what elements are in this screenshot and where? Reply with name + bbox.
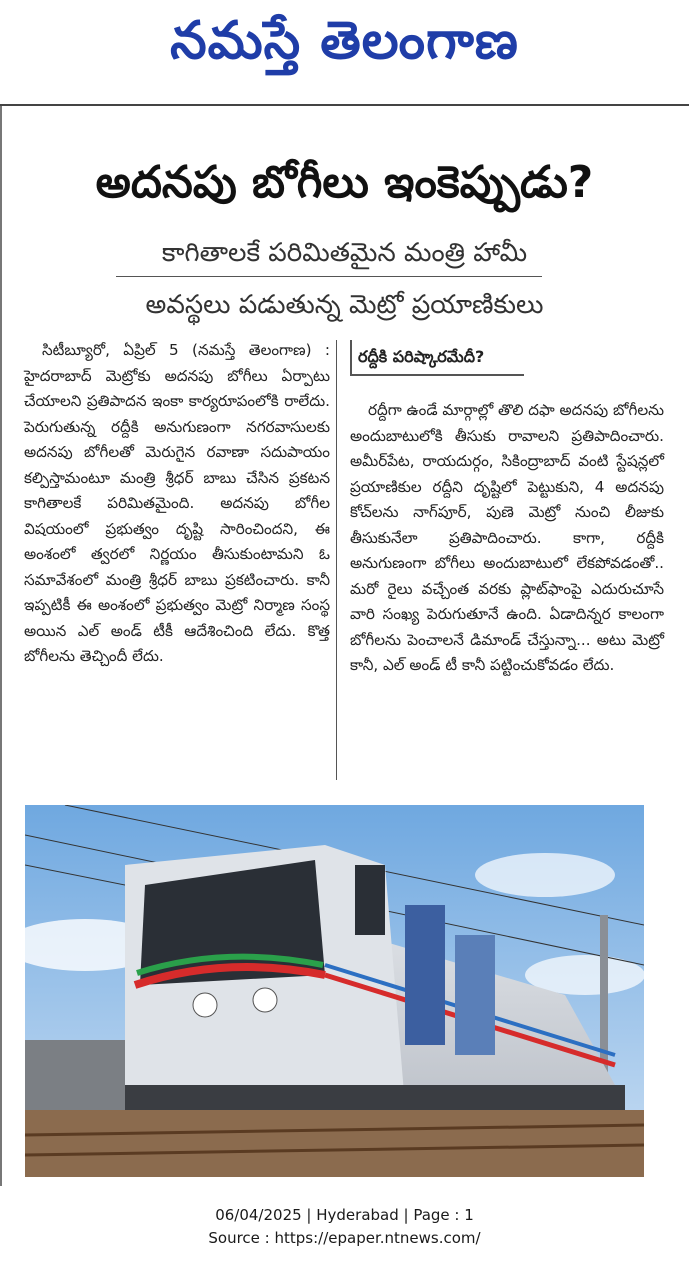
newspaper-logo: నమస్తే తెలంగాణ bbox=[170, 11, 519, 71]
cloud bbox=[475, 853, 615, 897]
metro-train-illustration bbox=[25, 805, 644, 1177]
side-heading: రద్దీకి పరిష్కారమేదీ? bbox=[358, 347, 485, 366]
masthead-divider bbox=[0, 104, 689, 106]
article-subheadline-1: కాగితాలకే పరిమితమైన మంత్రి హామీ bbox=[161, 238, 528, 268]
advert-panel bbox=[455, 935, 495, 1055]
headlight bbox=[193, 993, 217, 1017]
article-subheadline-2: అవస్థలు పడుతున్న మెట్రో ప్రయాణికులు bbox=[145, 290, 544, 320]
metro-train-photo bbox=[25, 805, 644, 1177]
ballast bbox=[25, 1110, 644, 1177]
source-link[interactable]: Source : https://epaper.ntnews.com/ bbox=[208, 1229, 481, 1247]
headlight bbox=[253, 988, 277, 1012]
column-divider bbox=[336, 340, 337, 780]
article-headline: అదనపు బోగీలు ఇంకెప్పుడు? bbox=[95, 157, 594, 208]
door-window bbox=[355, 865, 385, 935]
article-body-right: రద్దీగా ఉండే మార్గాల్లో తొలి దఫా అదనపు బోగీలను అందుబాటులోకి తీసుకు రావాలని ప్రతిపాదించారు. అమీర్‌పేట, రాయదుర్గం, సికింద్రాబాద్ వంటి స్టేషన్లలో ప్రయాణికుల రద్దీని దృష్టిలో పెట్టుకుని, 4 అదనపు కోచ్‌లను నాగ్‌పూర్, పుణె మెట్రో నుంచి లీజుకు తీసుకునేలా ప్రతిపాదించారు. కాగా, రద్దీకి అనుగుణంగా బోగీలు అందుబాటులో లేకపోవడంతో.. మరో రైలు వచ్చేంత వరకు ప్లాట్‌ఫాంపై ఎదురుచూసే వారి సంఖ్య పెరుగుతూనే ఉంది. ఏడాదిన్నర కాలంగా బోగీలను పెంచాలనే డిమాండ్ చేస్తున్నా... అటు మెట్రో కానీ, ఎల్ అండ్ టీ కానీ పట్టించుకోవడం లేదు. bbox=[350, 401, 665, 674]
edition-info: 06/04/2025 | Hyderabad | Page : 1 bbox=[215, 1206, 474, 1224]
page-footer bbox=[0, 1204, 689, 1250]
subhead-divider bbox=[116, 276, 542, 277]
advert-panel bbox=[405, 905, 445, 1045]
article-body-left: సిటీబ్యూరో, ఏప్రిల్ 5 (నమస్తే తెలంగాణ) : హైదరాబాద్ మెట్రోకు అదనపు బోగీలు ఏర్పాటు చేయాలని ప్రతిపాదన ఇంకా కార్యరూపంలోకి రాలేదు. పెరుగుతున్న రద్దీకి అనుగుణంగా నగరవాసులకు అదనపు బోగీలతో మెరుగైన రవాణా సదుపాయం కల్పిస్తామంటూ మంత్రి శ్రీధర్ బాబు చేసిన ప్రకటన కాగితాలకే పరిమితమైంది. అదనపు బోగీల విషయంలో ప్రభుత్వం దృష్టి సారించిందని, ఈ అంశంలో త్వరలో నిర్ణయం తీసుకుంటామని ఓ సమావేశంలో మంత్రి శ్రీధర్ బాబు ప్రకటించారు. కానీ ఇప్పటికీ ఈ అంశంలో ప్రభుత్వం మెట్రో నిర్మాణ సంస్థ అయిన ఎల్ అండ్ టీకీ ఆదేశించింది లేదు. కొత్త బోగీలను తెచ్చిందీ లేదు. bbox=[24, 341, 330, 665]
masthead bbox=[0, 0, 689, 82]
